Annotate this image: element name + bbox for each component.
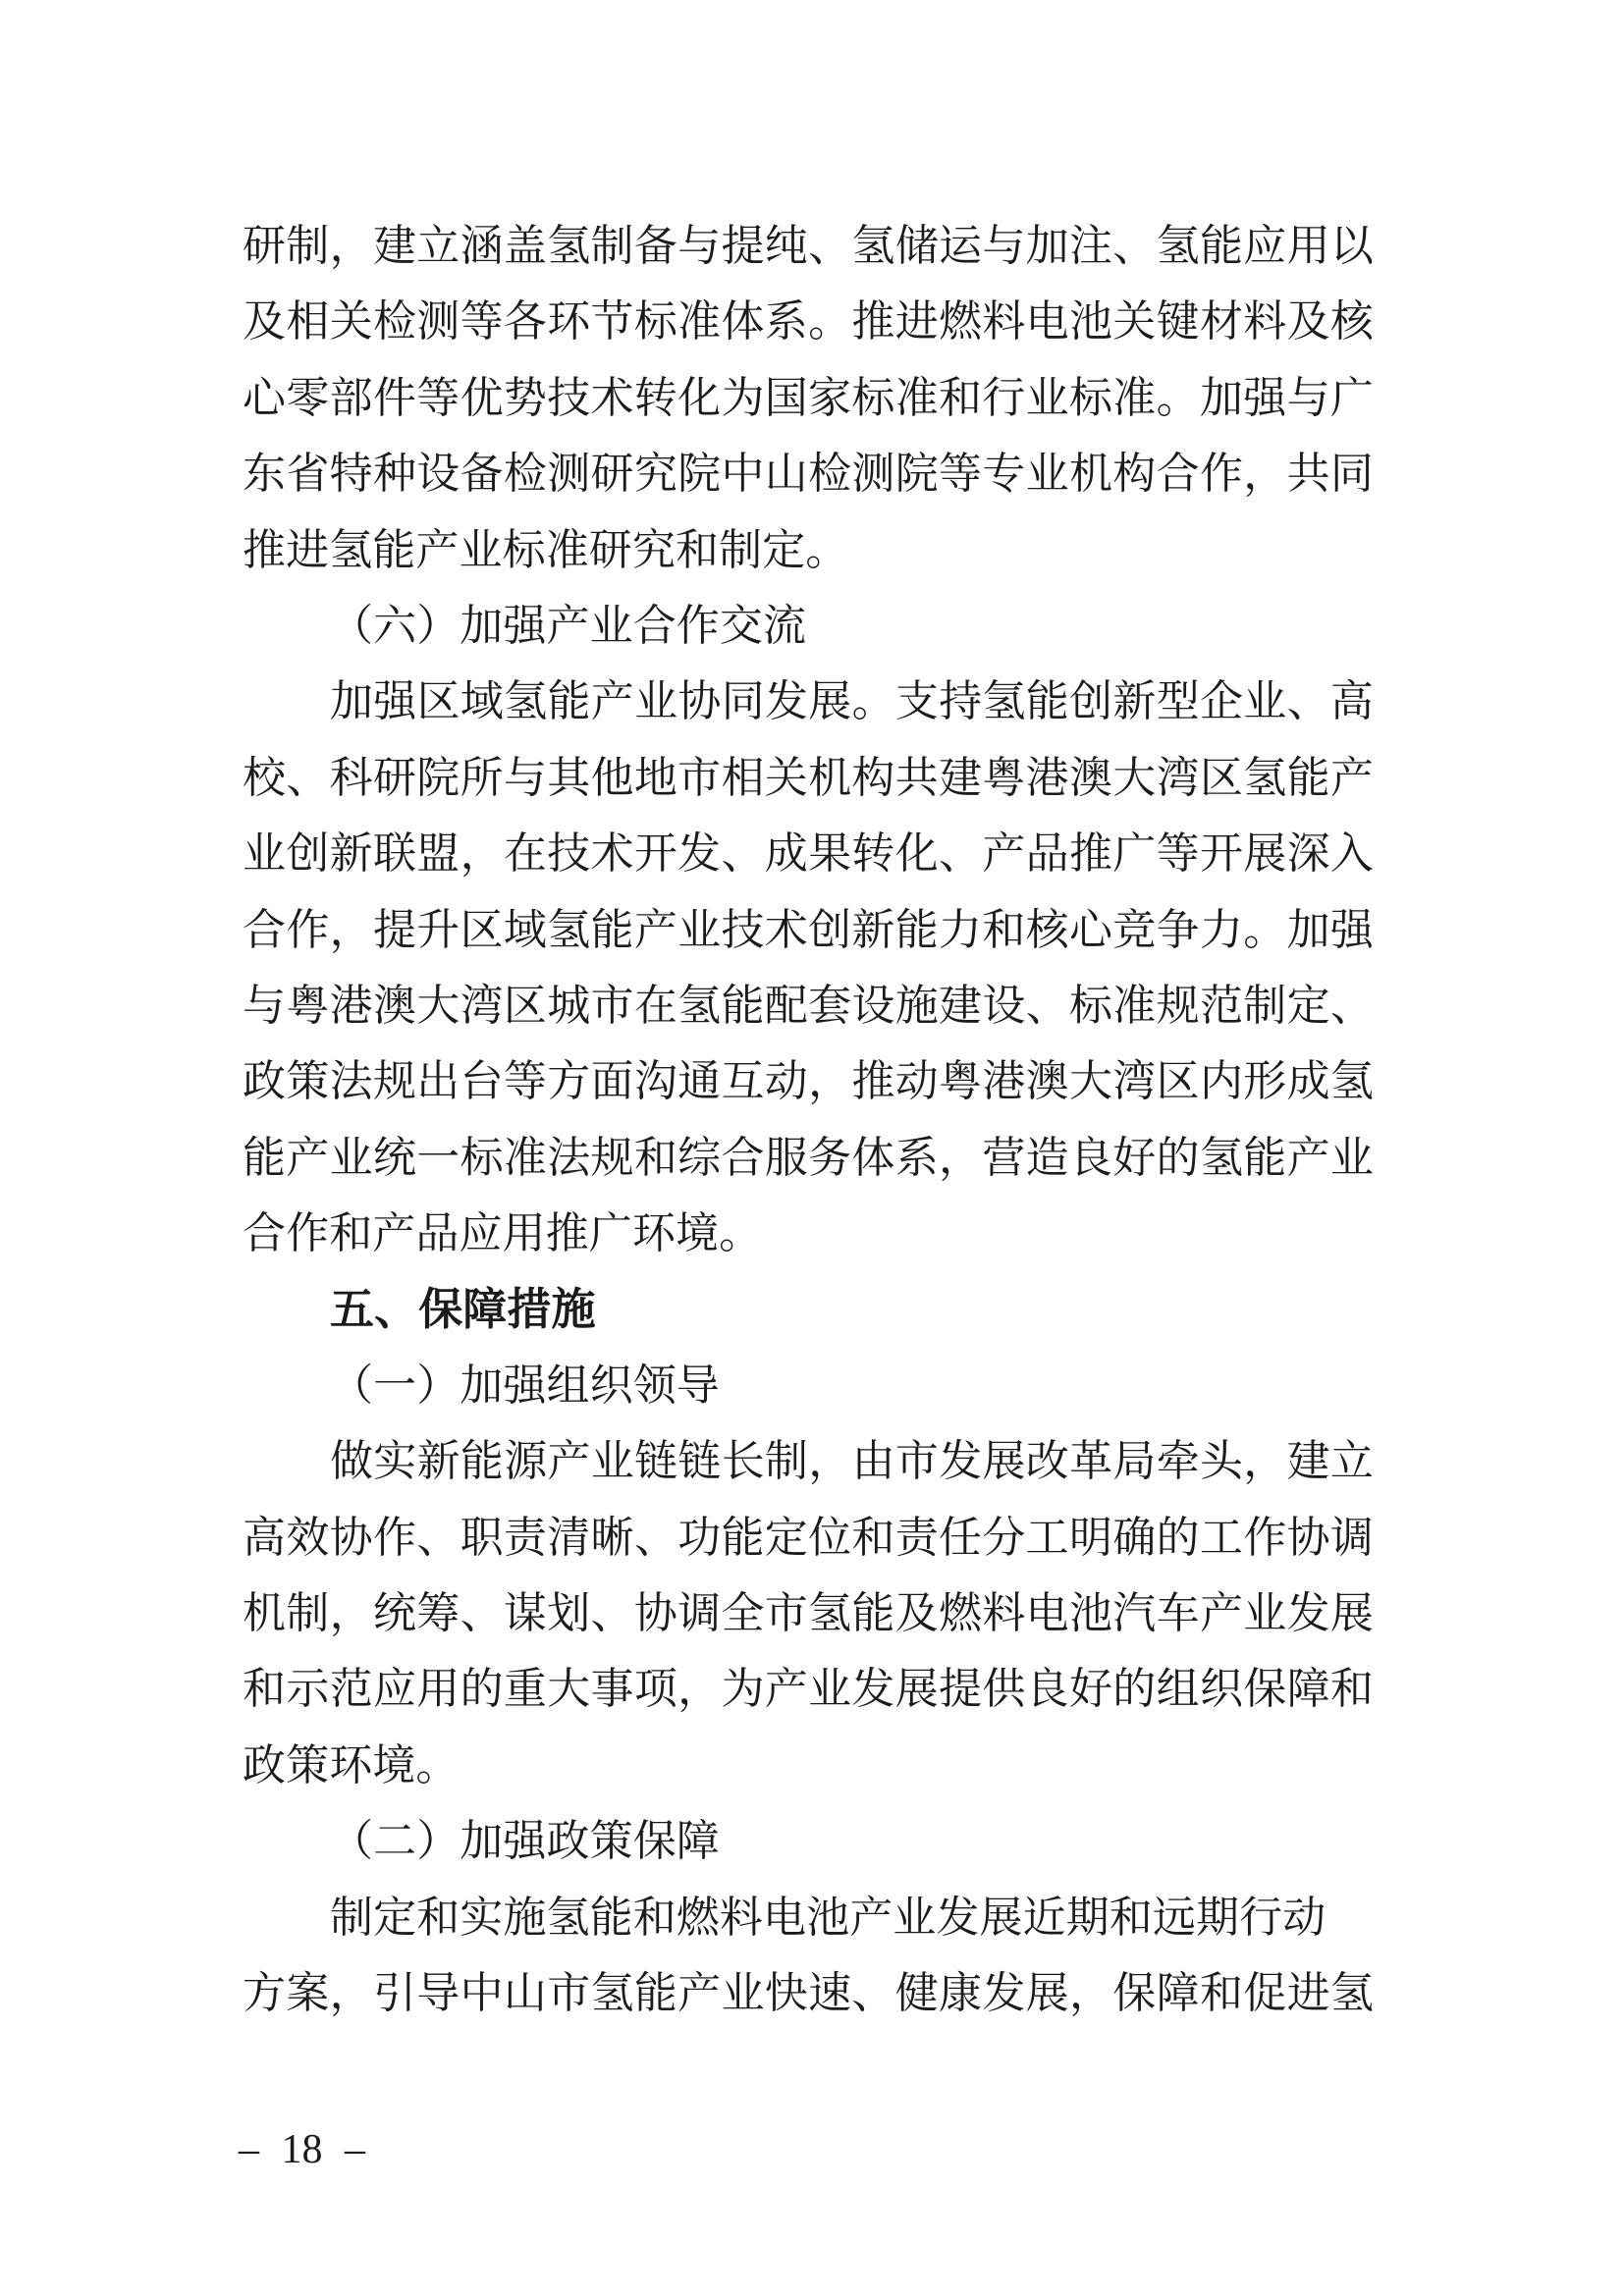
text-line: （二）加强政策保障 — [330, 1817, 720, 1866]
text-line: 心零部件等优势技术转化为国家标准和行业标准。加强与广 — [243, 373, 1374, 422]
text-line: 制定和实施氢能和燃料电池产业发展近期和远期行动 — [330, 1893, 1326, 1942]
text-line: 方案，引导中山市氢能产业快速、健康发展，保障和促进氢 — [243, 1968, 1374, 2017]
text-line: （六）加强产业合作交流 — [330, 601, 807, 650]
text-line: 及相关检测等各环节标准体系。推进燃料电池关键材料及核 — [243, 297, 1374, 347]
page-number: – 18 – — [239, 2127, 365, 2172]
text-line: 和示范应用的重大事项，为产业发展提供良好的组织保障和 — [243, 1665, 1374, 1714]
text-line: 能产业统一标准法规和综合服务体系，营造良好的氢能产业 — [243, 1133, 1374, 1182]
text-line: 业创新联盟，在技术开发、成果转化、产品推广等开展深入 — [243, 829, 1374, 879]
text-line: 高效协作、职责清晰、功能定位和责任分工明确的工作协调 — [243, 1513, 1374, 1562]
text-line: 东省特种设备检测研究院中山检测院等专业机构合作，共同 — [243, 450, 1374, 499]
text-line: 与粤港澳大湾区城市在氢能配套设施建设、标准规范制定、 — [243, 981, 1374, 1030]
text-line: 合作和产品应用推广环境。 — [243, 1209, 763, 1258]
text-line: 推进氢能产业标准研究和制定。 — [243, 525, 849, 574]
section-heading: 五、保障措施 — [330, 1284, 596, 1335]
text-line: 加强区域氢能产业协同发展。支持氢能创新型企业、高 — [330, 677, 1374, 726]
text-line: （一）加强组织领导 — [330, 1361, 720, 1410]
text-line: 机制，统筹、谋划、协调全市氢能及燃料电池汽车产业发展 — [243, 1589, 1374, 1638]
text-line: 政策环境。 — [243, 1740, 460, 1789]
text-line: 研制，建立涵盖氢制备与提纯、氢储运与加注、氢能应用以 — [243, 222, 1374, 270]
text-block — [243, 208, 1374, 2031]
text-line: 政策法规出台等方面沟通互动，推动粤港澳大湾区内形成氢 — [243, 1057, 1374, 1106]
text-line: 校、科研院所与其他地市相关机构共建粤港澳大湾区氢能产 — [243, 753, 1374, 802]
text-line: 合作，提升区域氢能产业技术创新能力和核心竞争力。加强 — [243, 905, 1374, 954]
text-line: 做实新能源产业链链长制，由市发展改革局牵头，建立 — [330, 1437, 1374, 1486]
